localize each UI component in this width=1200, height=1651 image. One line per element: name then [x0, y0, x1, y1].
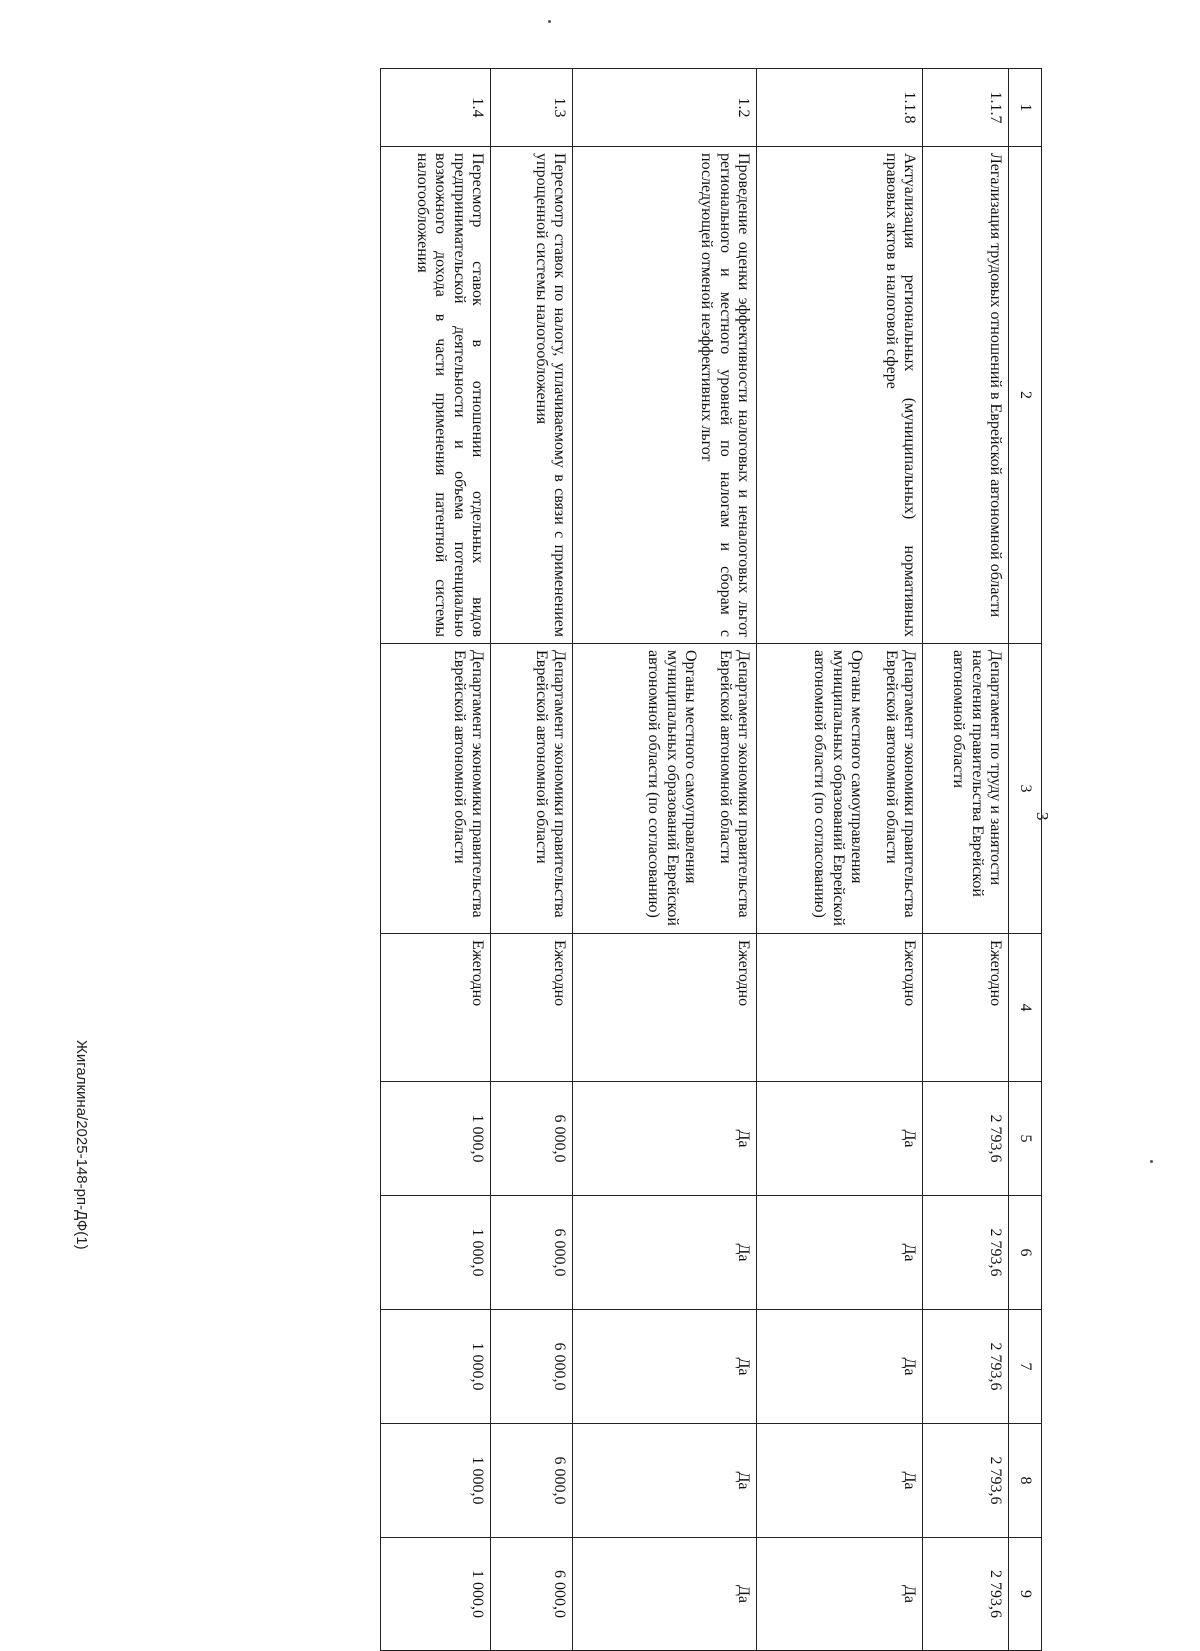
measures-table	[380, 68, 1042, 1651]
value-cell: 1 000,0	[381, 1310, 491, 1424]
value-cell: 1 000,0	[381, 1538, 491, 1651]
period: Ежегодно	[573, 934, 757, 1082]
executor-entry: Департамент по труду и занятости населения правительства Еврейской автономной области	[950, 650, 1004, 897]
value-cell: Да	[757, 1310, 923, 1424]
table-row	[491, 69, 573, 1651]
column-header: 6	[1009, 1196, 1042, 1310]
responsible-executor	[491, 644, 573, 934]
page-number: 3	[1033, 812, 1052, 821]
row-number: 1.4	[381, 69, 491, 147]
value-cell: 6 000,0	[491, 1082, 573, 1196]
value-cell: 2 793,6	[923, 1082, 1009, 1196]
value-cell: 1 000,0	[381, 1196, 491, 1310]
row-number: 1.2	[573, 69, 757, 147]
value-cell: Да	[757, 1196, 923, 1310]
value-cell: Да	[757, 1082, 923, 1196]
value-cell: 2 793,6	[923, 1196, 1009, 1310]
column-header: 8	[1009, 1424, 1042, 1538]
value-cell: Да	[757, 1424, 923, 1538]
scan-speck	[548, 20, 551, 23]
value-cell: 2 793,6	[923, 1538, 1009, 1651]
value-cell: 1 000,0	[381, 1082, 491, 1196]
table-row	[573, 69, 757, 1651]
document-reference: Жигалкина/2025-148-рп-ДФ(1)	[73, 1040, 90, 1250]
column-header: 7	[1009, 1310, 1042, 1424]
responsible-executor	[757, 644, 923, 934]
value-cell: Да	[573, 1310, 757, 1424]
value-cell: 2 793,6	[923, 1424, 1009, 1538]
value-cell: 6 000,0	[491, 1196, 573, 1310]
measure-name: Пересмотр ставок по налогу, уплачиваемому в связи с применением упрощенной системы налогообложения	[491, 147, 573, 644]
column-header: 2	[1009, 147, 1042, 644]
executor-entry: Департамент экономики правительства Еврейской автономной области	[532, 650, 568, 918]
period: Ежегодно	[491, 934, 573, 1082]
executor-entry: Департамент экономики правительства Еврейской автономной области	[716, 650, 752, 918]
value-cell: 6 000,0	[491, 1424, 573, 1538]
table-header-row	[1009, 69, 1042, 1651]
table-row	[923, 69, 1009, 1651]
value-cell: 1 000,0	[381, 1424, 491, 1538]
period: Ежегодно	[923, 934, 1009, 1082]
value-cell: Да	[573, 1424, 757, 1538]
executor-entry: Органы местного самоуправления муниципальных образований Еврейской автономной области (по согласованию)	[645, 650, 700, 926]
column-header: 5	[1009, 1082, 1042, 1196]
column-header: 4	[1009, 934, 1042, 1082]
measure-name: Легализация трудовых отношений в Еврейской автономной области	[923, 147, 1009, 644]
column-header: 9	[1009, 1538, 1042, 1651]
measure-name: Актуализация региональных (муниципальных) нормативных правовых актов в налоговой сфере	[757, 147, 923, 644]
value-cell: 2 793,6	[923, 1310, 1009, 1424]
column-header: 1	[1009, 69, 1042, 147]
period: Ежегодно	[381, 934, 491, 1082]
value-cell: Да	[573, 1538, 757, 1651]
responsible-executor	[923, 644, 1009, 934]
measure-name: Проведение оценки эффективности налоговых и неналоговых льгот регионального и местного уровней по налогам и сборам с последующей отменой неэффективных льгот	[573, 147, 757, 644]
table-row	[757, 69, 923, 1651]
table-row	[381, 69, 491, 1651]
executor-entry: Департамент экономики правительства Еврейской автономной области	[450, 650, 486, 918]
value-cell: 6 000,0	[491, 1538, 573, 1651]
scan-speck	[1150, 1160, 1153, 1163]
period: Ежегодно	[757, 934, 923, 1082]
measure-name: Пересмотр ставок в отношении отдельных видов предпринимательской деятельности и объема потенциально возможного дохода в части применения патентной системы налогообложения	[381, 147, 491, 644]
row-number: 1.1.7	[923, 69, 1009, 147]
responsible-executor	[381, 644, 491, 934]
row-number: 1.1.8	[757, 69, 923, 147]
row-number: 1.3	[491, 69, 573, 147]
value-cell: Да	[573, 1196, 757, 1310]
value-cell: 6 000,0	[491, 1310, 573, 1424]
responsible-executor	[573, 644, 757, 934]
value-cell: Да	[573, 1082, 757, 1196]
executor-entry: Департамент экономики правительства Еврейской автономной области	[882, 650, 918, 918]
column-header: 3	[1009, 644, 1042, 934]
value-cell: Да	[757, 1538, 923, 1651]
executor-entry: Органы местного самоуправления муниципальных образований Еврейской автономной области (по согласованию)	[811, 650, 866, 926]
